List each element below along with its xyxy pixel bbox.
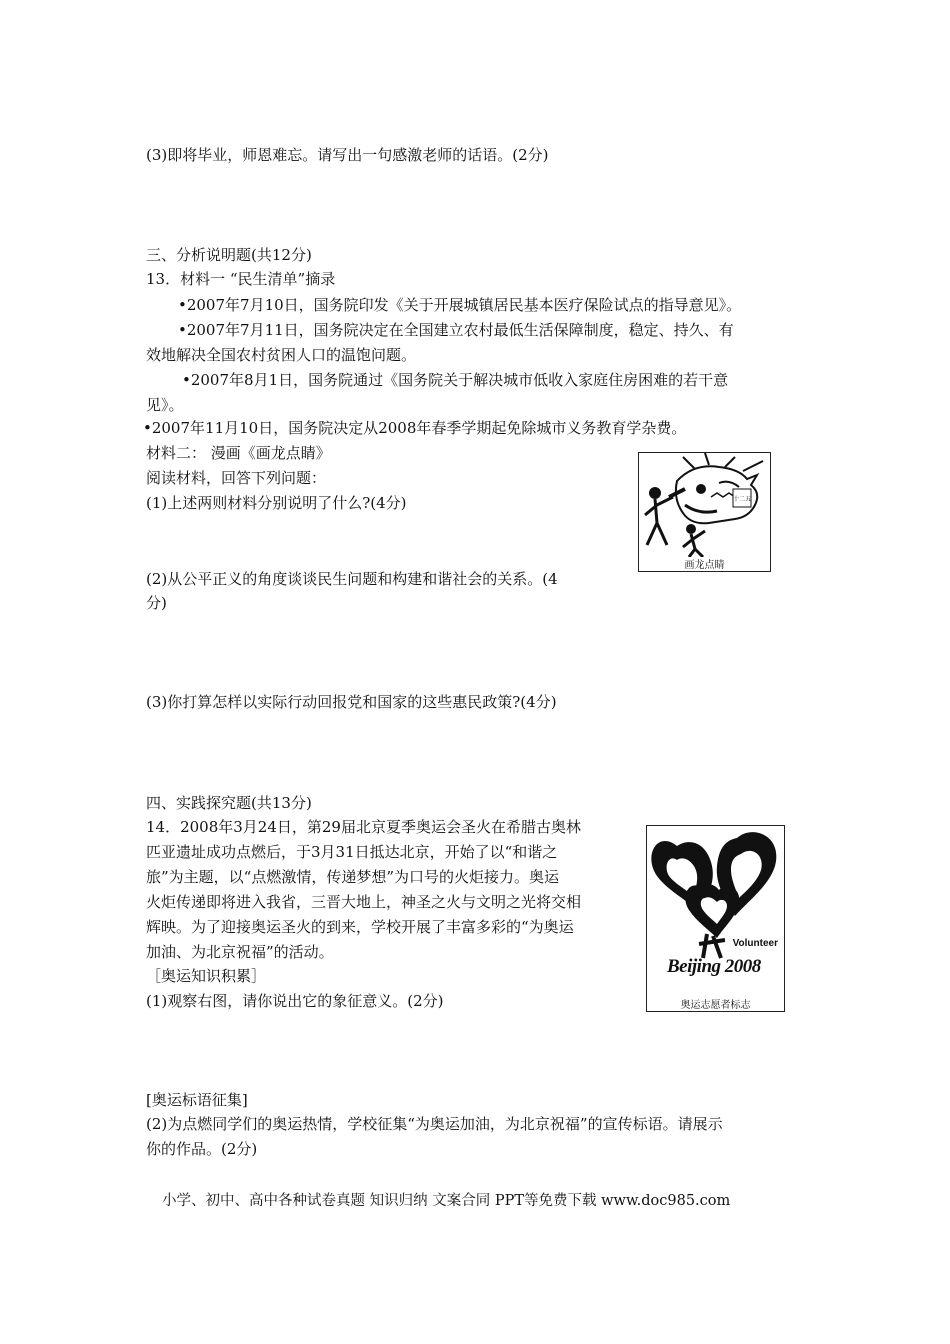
question-14-line-3: 旅”为主题，以“点燃激情，传递梦想”为口号的火炬接力。奥运 xyxy=(146,868,560,886)
question-12-part-3: (3)即将毕业，师恩难忘。请写出一句感激老师的话语。(2分) xyxy=(146,146,549,164)
question-14-line-5: 辉映。为了迎接奥运圣火的到来，学校开展了丰富多彩的“为奥运 xyxy=(146,918,574,936)
cartoon-caption: 画龙点睛 xyxy=(684,560,725,571)
material-1-bullet-3-line-1: •2007年8月1日，国务院通过《国务院关于解决城市低收入家庭住房困难的若干意 xyxy=(182,371,729,389)
question-14-part-2-line-1: (2)为点燃同学们的奥运热情，学校征集“为奥运加油，为北京祝福”的宣传标语。请展示 xyxy=(146,1115,723,1133)
read-prompt: 阅读材料，回答下列问题： xyxy=(146,469,327,487)
section-4-heading: 四、实践探究题(共13分) xyxy=(146,794,312,812)
question-14-part-2-line-2: 你的作品。(2分) xyxy=(146,1140,258,1158)
logo-beijing-text: Beijing 2008 xyxy=(667,956,761,977)
material-1-bullet-3-line-2: 见》。 xyxy=(146,396,184,414)
cartoon-dragon-drawing xyxy=(639,453,770,557)
material-2-title: 材料二： 漫画《画龙点睛》 xyxy=(146,444,331,462)
logo-volunteer-text: Volunteer xyxy=(732,938,778,949)
material-1-bullet-4: •2007年11月10日，国务院决定从2008年春季学期起免除城市义务教育学杂费。 xyxy=(143,419,687,437)
question-13-intro: 13．材料一 “民生清单”摘录 xyxy=(146,270,336,288)
question-14-part-1: (1)观察右图，请你说出它的象征意义。(2分) xyxy=(146,992,444,1010)
logo-caption: 奥运志愿者标志 xyxy=(680,1000,751,1011)
olympic-volunteer-logo-figure xyxy=(646,825,785,1012)
material-1-bullet-2-line-2: 效地解决全国农村贫困人口的温饱问题。 xyxy=(146,346,417,364)
question-13-part-1: (1)上述两则材料分别说明了什么?(4分) xyxy=(146,494,407,512)
question-14-line-1: 14．2008年3月24日，第29届北京夏季奥运会圣火在希腊古奥林 xyxy=(146,818,581,836)
question-14-line-6: 加油、为北京祝福”的活动。 xyxy=(146,943,334,961)
material-1-bullet-2-line-1: •2007年7月11日，国务院决定在全国建立农村最低生活保障制度，稳定、持久、有 xyxy=(178,321,734,339)
subheading-slogan-collection: [奥运标语征集] xyxy=(146,1091,248,1109)
subheading-olympic-knowledge: ［奥运知识积累］ xyxy=(146,967,267,985)
question-14-line-2: 匹亚遗址成功点燃后，于3月31日抵达北京，开始了以“和谐之 xyxy=(146,843,558,861)
cartoon-dragon-figure xyxy=(638,452,771,572)
question-13-part-2-line-2: 分) xyxy=(146,594,167,612)
section-3-heading: 三、分析说明题(共12分) xyxy=(146,246,312,264)
question-13-part-2-line-1: (2)从公平正义的角度谈谈民生问题和构建和谐社会的关系。(4 xyxy=(146,570,558,588)
material-1-bullet-1: •2007年7月10日，国务院印发《关于开展城镇居民基本医疗保险试点的指导意见》。 xyxy=(178,296,742,314)
question-13-part-3: (3)你打算怎样以实际行动回报党和国家的这些惠民政策?(4分) xyxy=(146,693,557,711)
page-footer: 小学、初中、高中各种试卷真题 知识归纳 文案合同 PPT等免费下载 www.doc985.com xyxy=(162,1193,731,1209)
question-14-line-4: 火炬传递即将进入我省，三晋大地上，神圣之火与文明之光将交相 xyxy=(146,893,582,911)
cartoon-label: 十二五 xyxy=(732,496,752,503)
